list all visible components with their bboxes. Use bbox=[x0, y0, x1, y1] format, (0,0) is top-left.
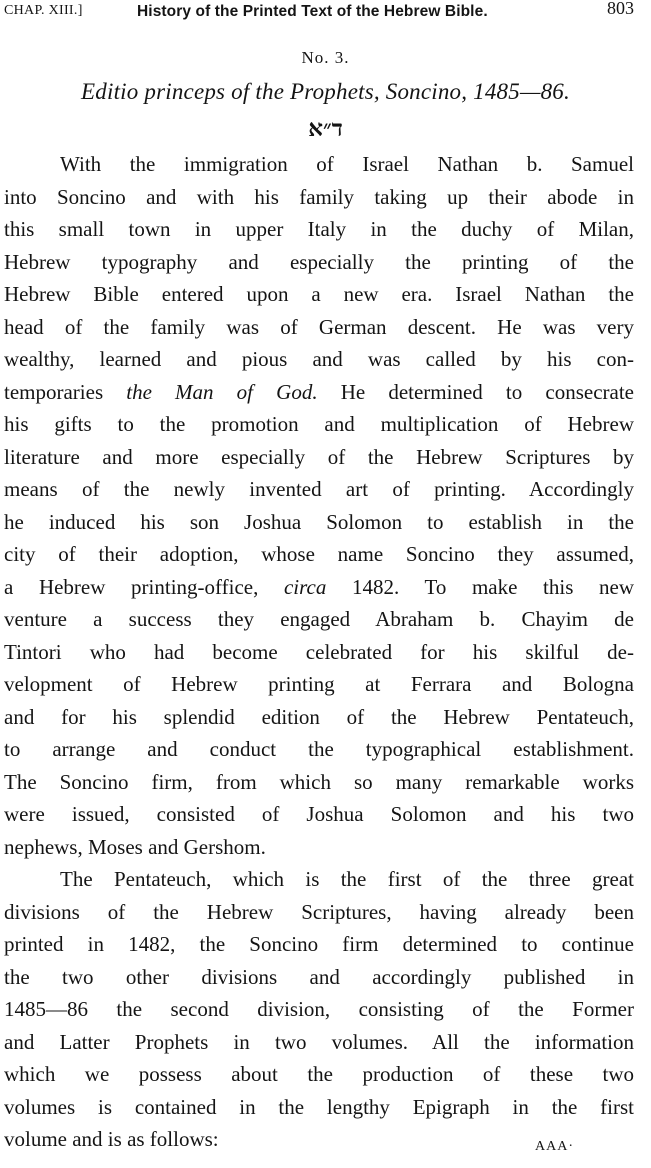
page-number: 803 bbox=[607, 0, 634, 18]
text-line: With the immigration of Israel Nathan b. Samuel bbox=[60, 152, 634, 176]
text-line: Hebrew typography and especially the printing of the bbox=[4, 249, 634, 274]
text-line: to arrange and conduct the typographical establishment. bbox=[4, 737, 634, 761]
text-line: volumes is contained in the lengthy Epigraph in the first bbox=[4, 1094, 634, 1119]
text-line: velopment of Hebrew printing at Ferrara and Bologna bbox=[4, 672, 634, 696]
text-line: and Latter Prophets in two volumes. All the information bbox=[4, 1029, 634, 1054]
body-text bbox=[4, 148, 634, 1156]
text-line: Tintori who had become celebrated for his skilful de- bbox=[4, 639, 634, 664]
text-line: into Soncino and with his family taking up their abode in bbox=[4, 184, 634, 209]
text-line bbox=[4, 376, 634, 409]
text-line: head of the family was of German descent. He was very bbox=[4, 314, 634, 339]
text-line: literature and more especially of the Hebrew Scriptures by bbox=[4, 444, 634, 469]
text-line: divisions of the Hebrew Scriptures, having already been bbox=[4, 899, 634, 924]
text-line: his gifts to the promotion and multiplication of Hebrew bbox=[4, 412, 634, 436]
text-line: venture a success they engaged Abraham b. Chayim de bbox=[4, 607, 634, 631]
text-segment: 1482. To make this new bbox=[326, 574, 635, 599]
text-segment: temporaries bbox=[4, 379, 127, 404]
text-line bbox=[4, 571, 634, 604]
text-line: which we possess about the production of these two bbox=[4, 1062, 634, 1086]
section-number: No. 3. bbox=[301, 48, 350, 67]
text-line: 1485—86 the second division, consisting of the Former bbox=[4, 997, 634, 1021]
section-title: Editio princeps of the Prophets, Soncino, 1485—86. bbox=[81, 79, 570, 104]
signature-mark: AAA· bbox=[535, 1139, 574, 1154]
text-line: Hebrew Bible entered upon a new era. Israel Nathan the bbox=[4, 282, 634, 306]
text-line: wealthy, learned and pious and was called by his con- bbox=[4, 347, 634, 371]
text-line: this small town in upper Italy in the duchy of Milan, bbox=[4, 217, 634, 241]
text-line: means of the newly invented art of printing. Accordingly bbox=[4, 477, 634, 501]
text-line: and for his splendid edition of the Hebrew Pentateuch, bbox=[4, 704, 634, 729]
hebrew-heading: ד״א bbox=[308, 116, 343, 141]
text-segment: a Hebrew printing-office, bbox=[4, 574, 284, 599]
text-line: city of their adoption, whose name Soncino they assumed, bbox=[4, 542, 634, 566]
text-line: The Pentateuch, which is the first of the three great bbox=[60, 867, 634, 891]
running-head bbox=[4, 1, 634, 21]
text-line: he induced his son Joshua Solomon to establish in the bbox=[4, 509, 634, 534]
text-line: printed in 1482, the Soncino firm determined to continue bbox=[4, 932, 634, 956]
text-line: The Soncino firm, from which so many remarkable works bbox=[4, 769, 634, 794]
text-line: nephews, Moses and Gershom. bbox=[4, 834, 266, 859]
text-segment: He determined to consecrate bbox=[317, 379, 635, 404]
chapter-marker: CHAP. XIII.] bbox=[4, 3, 83, 18]
italic-phrase: the Man of God. bbox=[126, 379, 318, 404]
running-title: History of the Printed Text of the Hebrew Bible. bbox=[137, 3, 488, 20]
italic-phrase: circa bbox=[283, 574, 327, 599]
text-line: were issued, consisted of Joshua Solomon and his two bbox=[4, 802, 634, 826]
text-line: the two other divisions and accordingly published in bbox=[4, 964, 634, 989]
text-line: volume and is as follows: bbox=[4, 1127, 219, 1151]
